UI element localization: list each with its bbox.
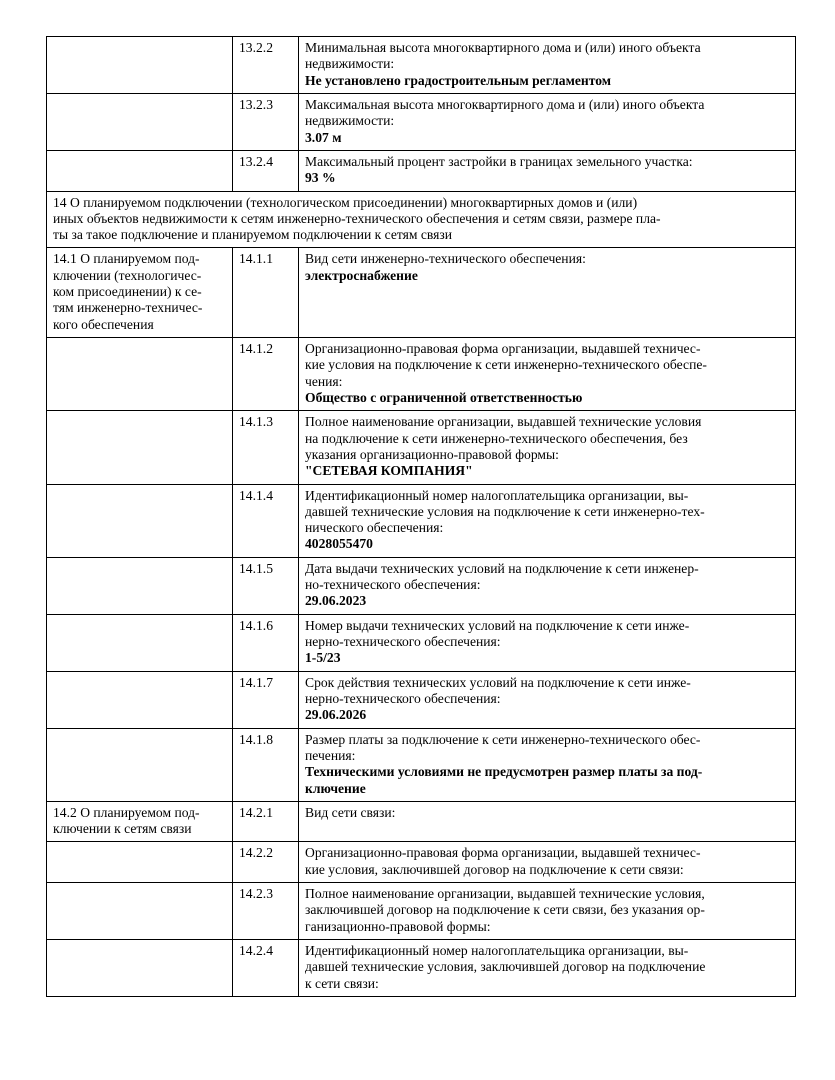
row-text-line: Вид сети связи: (305, 804, 396, 820)
row-label-cell (47, 842, 233, 883)
row-text-line: Номер выдачи технических условий на подключение к сети инже- (305, 617, 690, 633)
row-code: 13.2.3 (233, 93, 299, 150)
row-content (299, 557, 796, 614)
row-text-line: Максимальный процент застройки в границах земельного участка: (305, 153, 693, 169)
section-header-line: ты за такое подключение и планируемом подключении к сетям связи (53, 227, 453, 243)
row-text-line: к сети связи: (305, 975, 379, 991)
row-code: 14.2.3 (233, 883, 299, 940)
table-row (47, 484, 796, 557)
row-text-line: Минимальная высота многоквартирного дома и (или) иного объекта (305, 40, 701, 55)
row-text-line: Срок действия технических условий на подключение к сети инже- (305, 674, 691, 690)
row-value: "СЕТЕВАЯ КОМПАНИЯ" (305, 463, 473, 479)
row-text-line: Максимальная высота многоквартирного дома и (или) иного объекта (305, 96, 705, 112)
table-row (47, 93, 796, 150)
row-code: 13.2.2 (233, 37, 299, 94)
row-text-line: нерно-технического обеспечения: (305, 690, 501, 706)
row-text-line: Дата выдачи технических условий на подключение к сети инженер- (305, 560, 699, 576)
row-label-cell (47, 93, 233, 150)
row-text-line: нического обеспечения: (305, 520, 444, 536)
row-value: электроснабжение (305, 267, 418, 283)
row-label-cell (47, 411, 233, 484)
row-label-cell (47, 37, 233, 94)
row-content (299, 728, 796, 801)
table-row (47, 614, 796, 671)
row-value: 29.06.2026 (305, 707, 367, 723)
row-label-line: ком присоединении) к се- (53, 284, 202, 300)
row-text-line: Организационно-правовая форма организации, выдавшей техничес- (305, 845, 701, 861)
row-label-cell (47, 484, 233, 557)
row-label-line: ключении (технологичес- (53, 267, 202, 283)
row-value: 93 % (305, 170, 336, 186)
table-row (47, 728, 796, 801)
row-value: Техническими условиями не предусмотрен размер платы за под- (305, 764, 703, 780)
row-content (299, 150, 796, 191)
table-row (47, 557, 796, 614)
table-row (47, 842, 796, 883)
row-code: 14.1.8 (233, 728, 299, 801)
row-text-line: печения: (305, 747, 356, 763)
row-value: Не установлено градостроительным регламентом (305, 72, 612, 88)
row-label-line: тям инженерно-техничес- (53, 300, 203, 316)
row-text-line: ганизационно-правовой формы: (305, 918, 491, 934)
row-text-line: Размер платы за подключение к сети инженерно-технического обес- (305, 731, 701, 747)
row-code: 14.1.1 (233, 248, 299, 338)
row-text-line: но-технического обеспечения: (305, 577, 481, 593)
row-code: 14.2.4 (233, 940, 299, 997)
row-content (299, 338, 796, 411)
row-code: 14.1.6 (233, 614, 299, 671)
row-label-line: 14.2 О планируемом под- (53, 804, 200, 820)
row-content (299, 411, 796, 484)
row-text-line: давшей технические условия, заключившей договор на подключение (305, 959, 706, 975)
row-label-cell (47, 883, 233, 940)
row-label-line: ключении к сетям связи (53, 821, 192, 837)
row-text-line: Вид сети инженерно-технического обеспечения: (305, 251, 586, 267)
row-content (299, 614, 796, 671)
section-header-row (47, 191, 796, 248)
row-content (299, 37, 796, 94)
disclosure-table (46, 36, 796, 997)
row-label-cell (47, 614, 233, 671)
row-text-line: кие условия на подключение к сети инженерно-технического обеспе- (305, 357, 707, 373)
table-body (47, 37, 796, 997)
row-text-line: кие условия, заключившей договор на подключение к сети связи: (305, 861, 684, 877)
row-code: 14.2.2 (233, 842, 299, 883)
row-code: 14.1.7 (233, 671, 299, 728)
table-row (47, 883, 796, 940)
row-code: 14.1.4 (233, 484, 299, 557)
table-row (47, 671, 796, 728)
table-row (47, 150, 796, 191)
row-label-cell (47, 671, 233, 728)
row-content (299, 484, 796, 557)
row-content (299, 801, 796, 842)
row-text-line: недвижимости: (305, 56, 395, 72)
row-text-line: нерно-технического обеспечения: (305, 634, 501, 649)
row-text-line: заключившей договор на подключение к сети связи, без указания ор- (305, 902, 705, 918)
row-value: ключение (305, 780, 366, 796)
table-row (47, 338, 796, 411)
row-text-line: давшей технические условия на подключение к сети инженерно-тех- (305, 503, 705, 519)
table-row (47, 411, 796, 484)
row-label-line: кого обеспечения (53, 316, 154, 332)
row-content (299, 671, 796, 728)
row-label-cell (47, 940, 233, 997)
section-header-content (47, 191, 796, 248)
row-content (299, 883, 796, 940)
row-text-line: Идентификационный номер налогоплательщика организации, вы- (305, 487, 689, 503)
table-row (47, 37, 796, 94)
row-label-cell (47, 338, 233, 411)
row-content (299, 940, 796, 997)
row-text-line: Организационно-правовая форма организации, выдавшей техничес- (305, 341, 701, 356)
row-label-line: 14.1 О планируемом под- (53, 251, 200, 267)
row-text-line: указания организационно-правовой формы: (305, 446, 559, 462)
row-code: 13.2.4 (233, 150, 299, 191)
row-value: Общество с ограниченной ответственностью (305, 389, 583, 405)
row-text-line: на подключение к сети инженерно-технического обеспечения, без (305, 430, 688, 446)
row-value: 29.06.2023 (305, 593, 367, 609)
section-header-line: иных объектов недвижимости к сетям инженерно-технического обеспечения и сетям связи, размере пла- (53, 210, 661, 226)
section-header-line: 14 О планируемом подключении (технологическом присоединении) многоквартирных домов и (или) (53, 194, 638, 210)
row-code: 14.1.2 (233, 338, 299, 411)
row-text-line: недвижимости: (305, 113, 395, 129)
row-label-cell (47, 728, 233, 801)
row-code: 14.1.3 (233, 411, 299, 484)
row-content (299, 93, 796, 150)
row-label-cell (47, 248, 233, 338)
row-content (299, 842, 796, 883)
row-label-cell (47, 150, 233, 191)
row-text-line: чения: (305, 373, 343, 389)
row-label-cell (47, 557, 233, 614)
row-text-line: Идентификационный номер налогоплательщика организации, вы- (305, 943, 689, 958)
row-label-cell (47, 801, 233, 842)
row-code: 14.1.5 (233, 557, 299, 614)
table-row (47, 801, 796, 842)
row-value: 4028055470 (305, 536, 373, 552)
table-row (47, 940, 796, 997)
row-text-line: Полное наименование организации, выдавшей технические условия, (305, 886, 705, 902)
row-value: 1-5/23 (305, 650, 341, 666)
row-code: 14.2.1 (233, 801, 299, 842)
table-row (47, 248, 796, 338)
row-value: 3.07 м (305, 129, 342, 145)
row-content (299, 248, 796, 338)
row-text-line: Полное наименование организации, выдавшей технические условия (305, 414, 702, 430)
